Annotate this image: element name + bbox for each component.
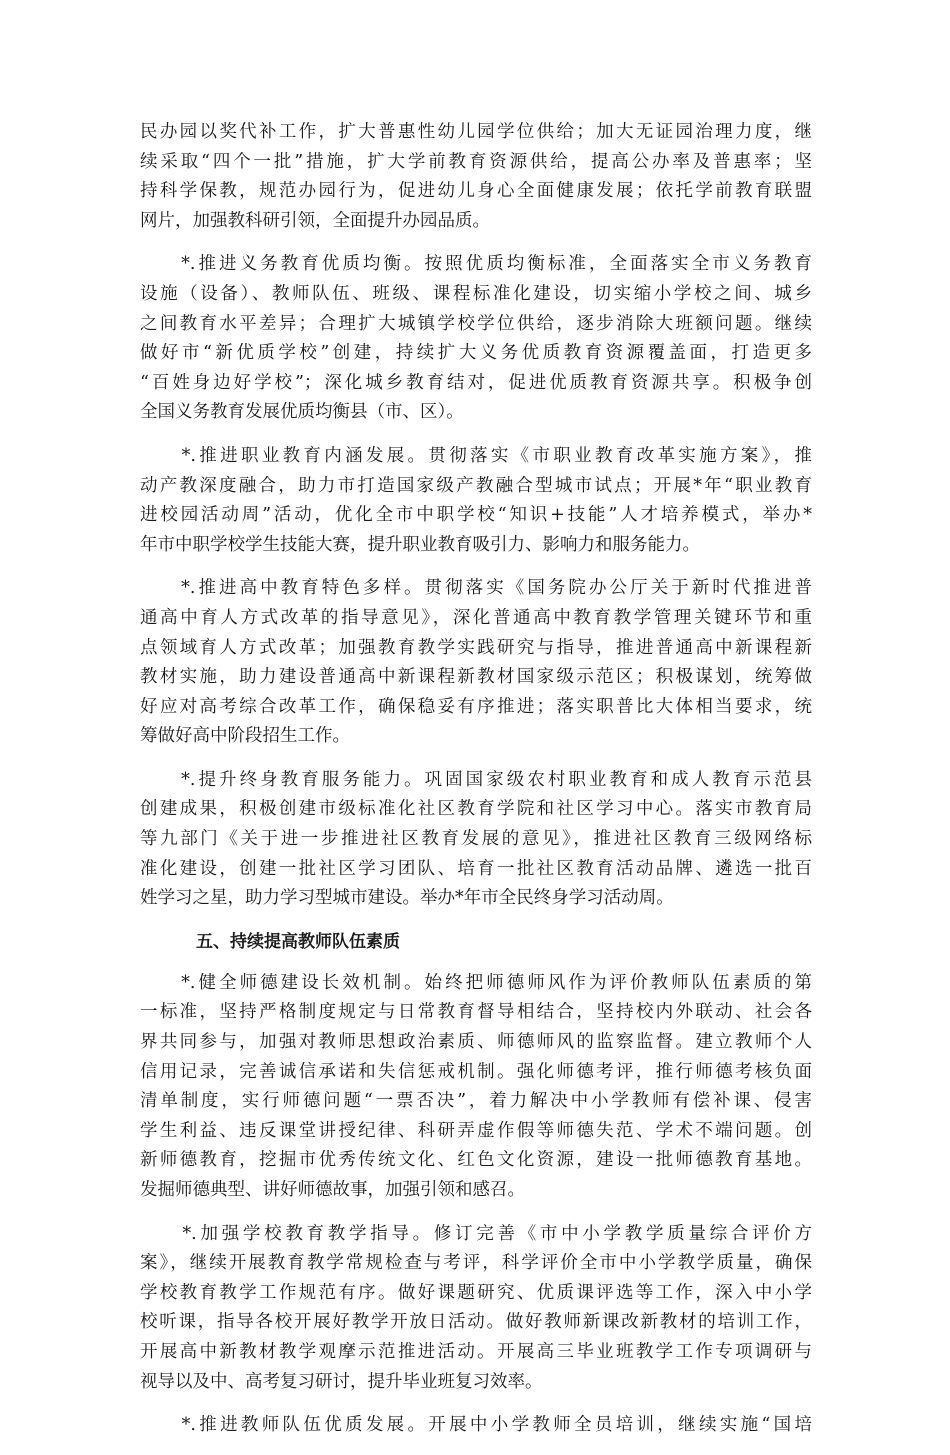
paragraph xyxy=(140,250,812,428)
text-line: 创建成果，积极创建市级标准化社区教育学院和社区学习中心。落实市教育局 xyxy=(140,799,812,820)
text-line: 界共同参与，加强对教师思想政治素质、师德师风的监察监督。建立教师个人 xyxy=(140,1032,812,1053)
text-line: 学校教育教学工作规范有序。做好课题研究、优质课评选等工作，深入中小学 xyxy=(140,1282,812,1303)
text-line: *.加强学校教育教学指导。修订完善《市中小学教学质量综合评价方 xyxy=(140,1223,812,1244)
text-line: *.提升终身教育服务能力。巩固国家级农村职业教育和成人教育示范县 xyxy=(140,769,812,790)
text-line: 通高中育人方式改革的指导意见》，深化普通高中教育教学管理关键环节和重 xyxy=(140,607,812,628)
paragraph xyxy=(140,118,812,236)
text-line: *.健全师德建设长效机制。始终把师德师风作为评价教师队伍素质的第 xyxy=(140,972,812,993)
text-line: 筹做好高中阶段招生工作。 xyxy=(140,726,350,747)
text-line: 发掘师德典型、讲好师德故事，加强引领和感召。 xyxy=(140,1180,525,1200)
text-line: *.推进义务教育优质均衡。按照优质均衡标准，全面落实全市义务教育 xyxy=(140,254,812,275)
text-line: 点领域育人方式改革；加强教育教学实践研究与指导，推进普通高中新课程新 xyxy=(140,637,812,658)
text-line: 之间教育水平差异；合理扩大城镇学校学位供给，逐步消除大班额问题。继续 xyxy=(140,313,812,334)
text-line: 续采取“四个一批”措施，扩大学前教育资源供给，提高公办率及普惠率；坚 xyxy=(140,151,812,172)
text-line: 设施（设备）、教师队伍、班级、课程标准化建设，切实缩小学校之间、城乡 xyxy=(140,283,812,304)
document-page xyxy=(140,118,812,1455)
text-line: 动产教深度融合，助力市打造国家级产教融合型城市试点；开展*年“职业教育 xyxy=(140,475,812,496)
text-line: 进校园活动周”活动，优化全市中职学校“知识+技能”人才培养模式，举办* xyxy=(140,505,812,526)
paragraph xyxy=(140,574,812,752)
text-line: 持科学保教，规范办园行为，促进幼儿身心全面健康发展；依托学前教育联盟 xyxy=(140,181,812,202)
text-line: 民办园以奖代补工作，扩大普惠性幼儿园学位供给；加大无证园治理力度，继 xyxy=(140,122,812,142)
paragraph xyxy=(140,969,812,1206)
text-line: *.推进教师队伍优质发展。开展中小学教师全员培训，继续实施“国培 xyxy=(140,1415,812,1436)
text-line: *.推进职业教育内涵发展。贯彻落实《市职业教育改革实施方案》，推 xyxy=(140,445,812,466)
text-line: 新师德教育，挖掘市优秀传统文化、红色文化资源，建设一批师德教育基地。 xyxy=(140,1150,812,1171)
text-line: 等九部门《关于进一步推进社区教育发展的意见》，推进社区教育三级网络标 xyxy=(140,829,812,850)
text-line: 校听课，指导各校开展好教学开放日活动。做好教师新课改新教材的培训工作， xyxy=(140,1312,812,1333)
text-line: 网片，加强教科研引领，全面提升办园品质。 xyxy=(140,210,490,231)
section-heading: 五、持续提高教师队伍素质 xyxy=(196,931,400,952)
paragraph xyxy=(140,766,812,914)
text-line: *.推进高中教育特色多样。贯彻落实《国务院办公厅关于新时代推进普 xyxy=(140,578,812,599)
text-line: 清单制度，实行师德问题“一票否决”，着力解决中小学教师有偿补课、侵害 xyxy=(140,1091,812,1112)
paragraph xyxy=(140,1411,812,1441)
section-preschool-to-lifelong xyxy=(140,118,812,914)
text-line: 准化建设，创建一批社区学习团队、培育一批社区教育活动品牌、遴选一批百 xyxy=(140,858,812,879)
text-line: 信用记录，完善诚信承诺和失信惩戒机制。强化师德考评，推行师德考核负面 xyxy=(140,1061,812,1082)
text-line: 年市中职学校学生技能大赛，提升职业教育吸引力、影响力和服务能力。 xyxy=(140,534,700,555)
text-line: 一标准，坚持严格制度规定与日常教育督导相结合，坚持校内外联动、社会各 xyxy=(140,1002,812,1023)
text-line: 案》，继续开展教育教学常规检查与考评，科学评价全市中小学教学质量，确保 xyxy=(140,1253,812,1274)
section-teachers xyxy=(140,969,812,1441)
text-line: 视导以及中、高考复习研讨，提升毕业班复习效率。 xyxy=(140,1371,543,1392)
text-line: 姓学习之星，助力学习型城市建设。举办*年市全民终身学习活动周。 xyxy=(140,888,674,909)
text-line: 教材实施，助力建设普通高中新课程新教材国家级示范区；积极谋划，统筹做 xyxy=(140,667,812,688)
text-line: 好应对高考综合改革工作，确保稳妥有序推进；落实职普比大体相当要求，统 xyxy=(140,696,812,717)
text-line: “百姓身边好学校”；深化城乡教育结对，促进优质教育资源共享。积极争创 xyxy=(140,372,812,393)
text-line: 学生利益、违反课堂讲授纪律、科研弄虚作假等师德失范、学术不端问题。创 xyxy=(140,1120,812,1141)
text-line: 开展高中新教材教学观摩示范推进活动。开展高三毕业班教学工作专项调研与 xyxy=(140,1341,812,1362)
text-line: 全国义务教育发展优质均衡县（市、区）。 xyxy=(140,402,464,423)
paragraph xyxy=(140,1220,812,1398)
text-line: 做好市“新优质学校”创建，持续扩大义务优质教育资源覆盖面，打造更多 xyxy=(140,343,812,364)
paragraph xyxy=(140,442,812,560)
